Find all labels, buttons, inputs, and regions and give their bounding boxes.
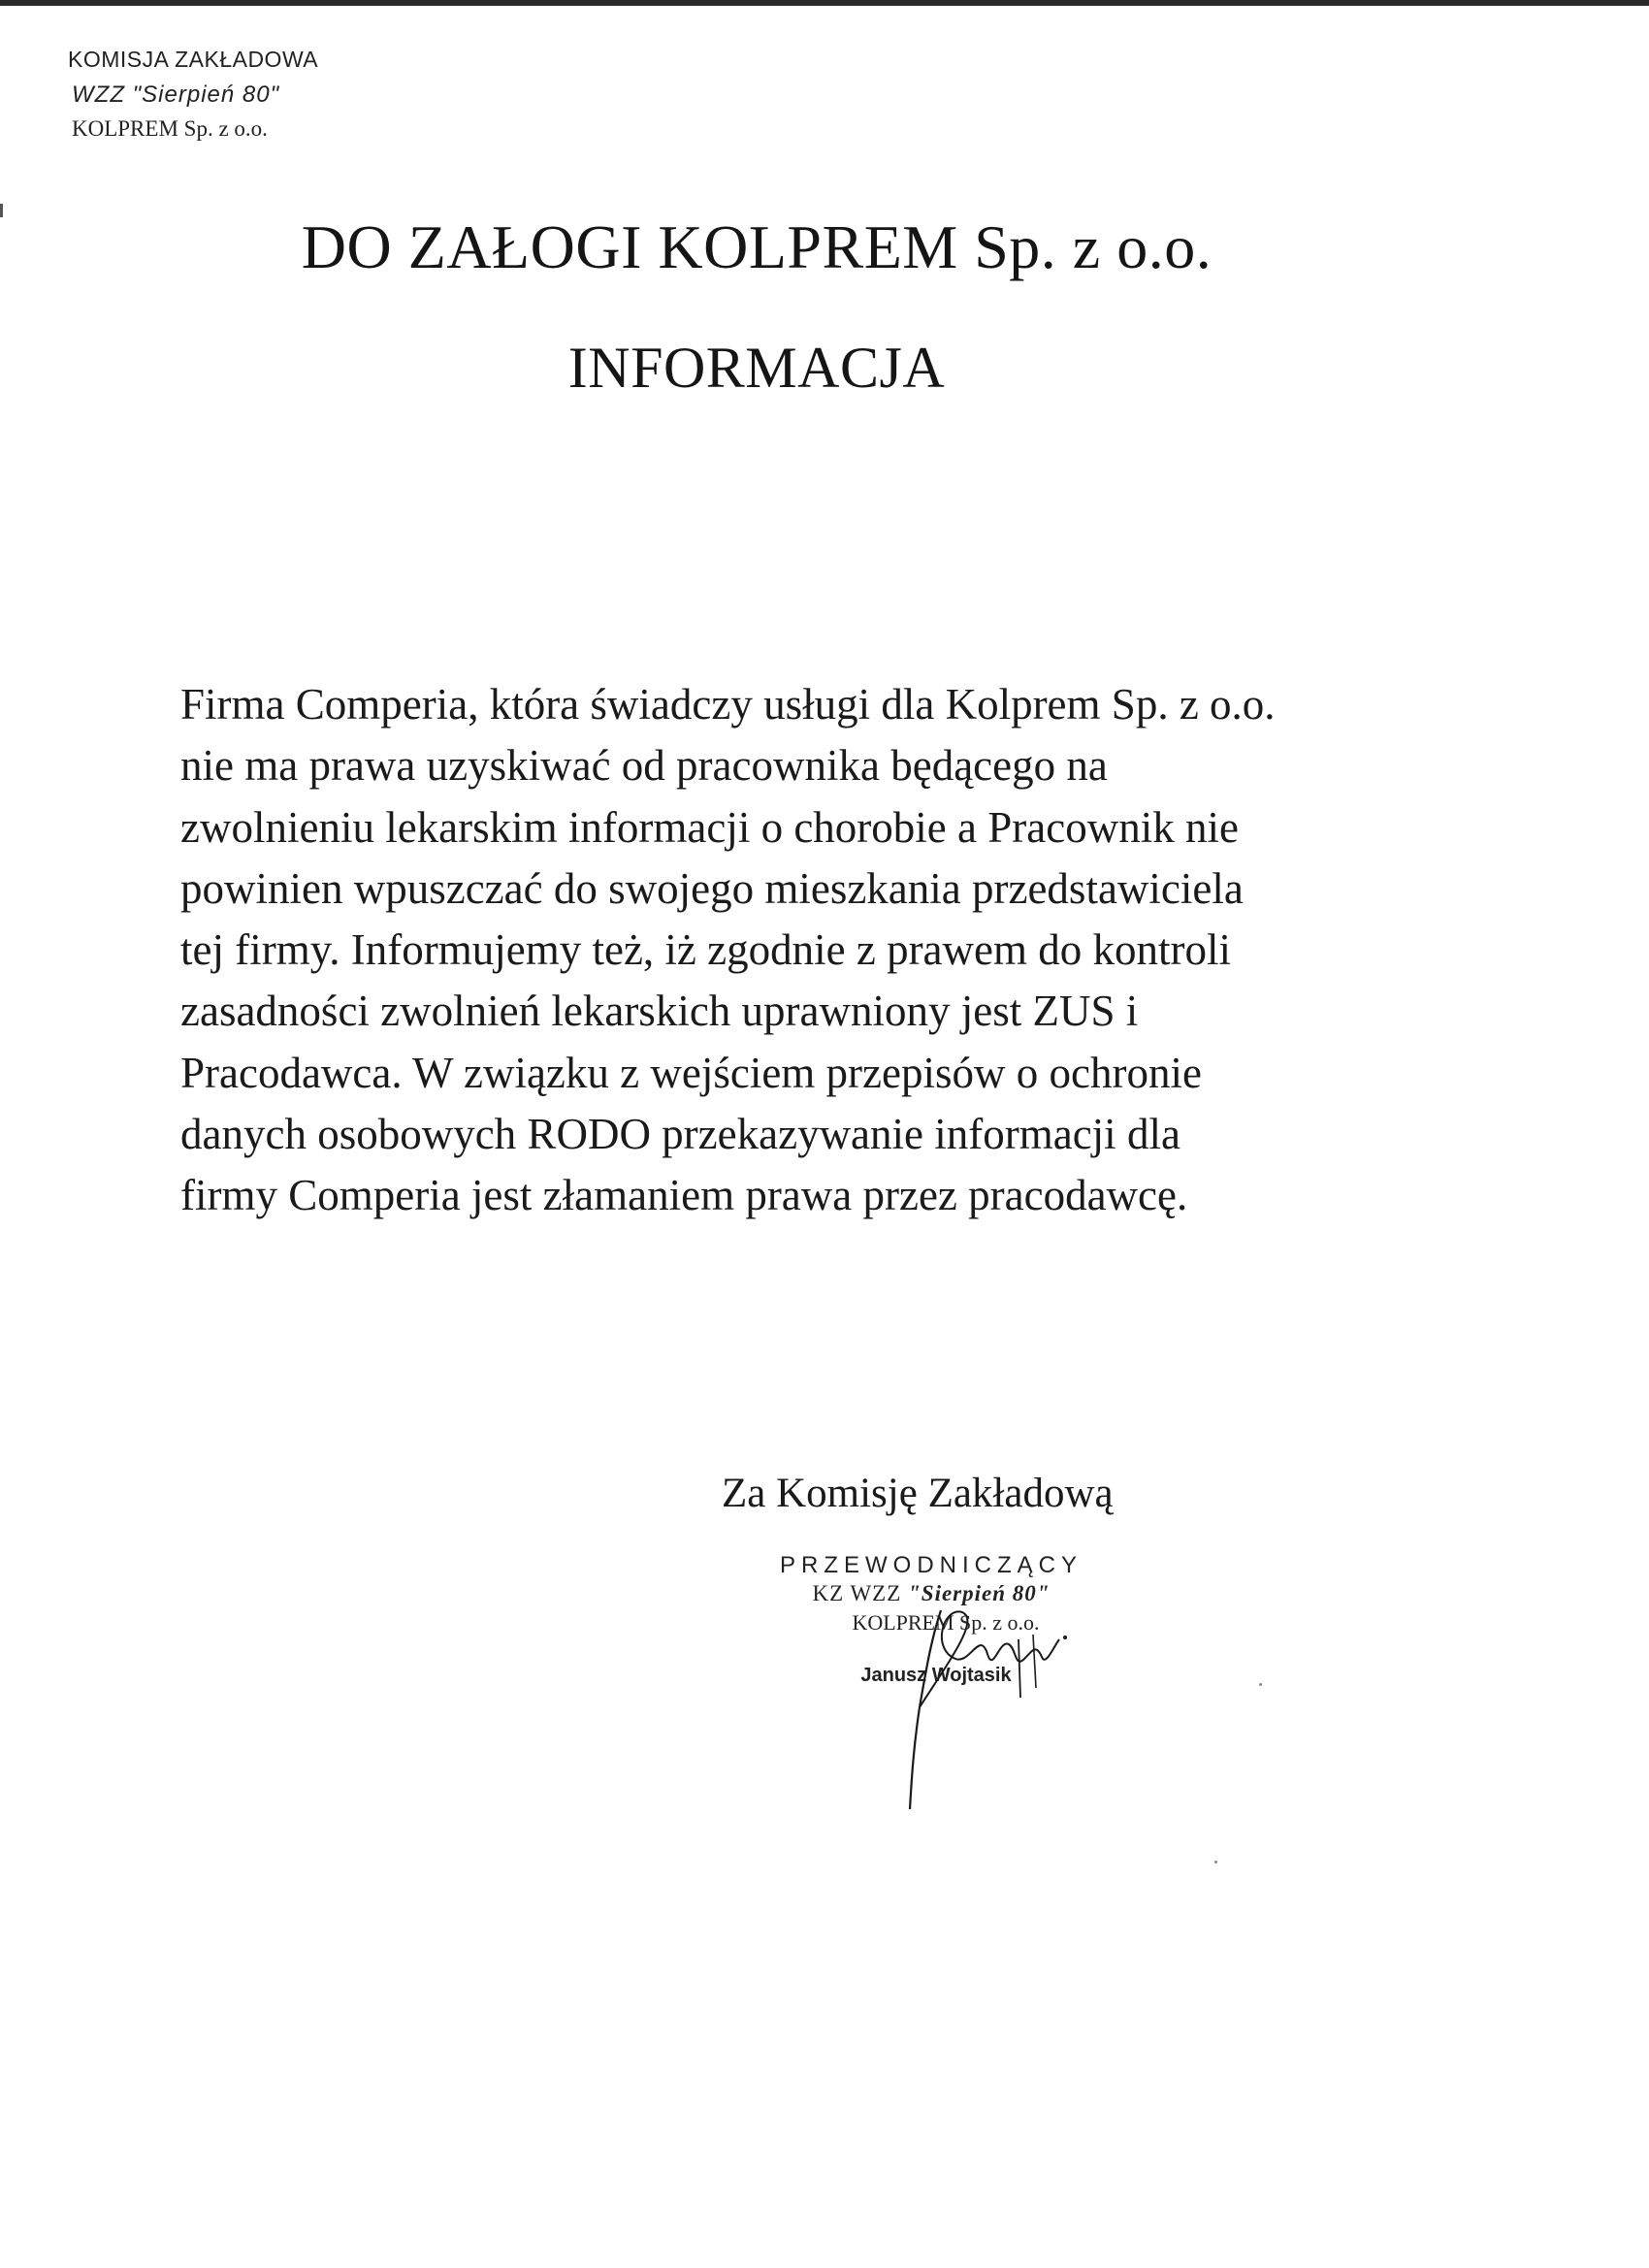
signature-label: Za Komisję Zakładową — [722, 1471, 1114, 1516]
stamp-person-name: Janusz Wojtasik — [860, 1665, 1012, 1686]
scan-speck — [1259, 1683, 1262, 1686]
paragraph-line: zwolnieniu lekarskim informacji o chorobie a Pracownik nie — [180, 802, 1239, 852]
stamp-committee-line: KOMISJA ZAKŁADOWA — [68, 47, 319, 72]
scan-top-edge — [0, 0, 1649, 6]
paragraph-line: Pracodawca. W związku z wejściem przepisów o ochronie — [180, 1048, 1202, 1097]
paragraph-line: nie ma prawa uzyskiwać od pracownika będącego na — [180, 741, 1108, 791]
stamp-company-line: KOLPREM Sp. z o.o. — [72, 116, 268, 141]
stamp-org-prefix: KZ WZZ — [812, 1581, 909, 1605]
stamp-role: PRZEWODNICZĄCY — [780, 1552, 1083, 1578]
organization-stamp — [68, 47, 318, 142]
stamp-org-name: "Sierpień 80" — [908, 1581, 1051, 1605]
scan-speck — [1214, 1861, 1217, 1863]
stamp-company: KOLPREM Sp. z o.o. — [852, 1610, 1040, 1635]
paragraph-line: firmy Comperia jest złamaniem prawa przez pracodawcę. — [180, 1171, 1188, 1220]
paragraph-line: Firma Comperia, która świadczy usługi dla Kolprem Sp. z o.o. — [180, 680, 1276, 729]
stamp-union-line: WZZ "Sierpień 80" — [72, 81, 280, 108]
paragraph-line: danych osobowych RODO przekazywanie informacji dla — [180, 1110, 1180, 1159]
page-subtitle: INFORMACJA — [567, 336, 946, 400]
paragraph-line: powinien wpuszczać do swojego mieszkania przedstawiciela — [180, 863, 1244, 913]
information-paragraph — [180, 674, 1461, 1227]
paragraph-line: zasadności zwolnień lekarskich uprawniony jest ZUS i — [180, 987, 1139, 1036]
paragraph-line: tej firmy. Informujemy też, iż zgodnie z prawem do kontroli — [180, 925, 1231, 975]
handwritten-signature — [873, 1601, 1096, 1814]
page-title: DO ZAŁOGI KOLPREM Sp. z o.o. — [301, 212, 1212, 281]
